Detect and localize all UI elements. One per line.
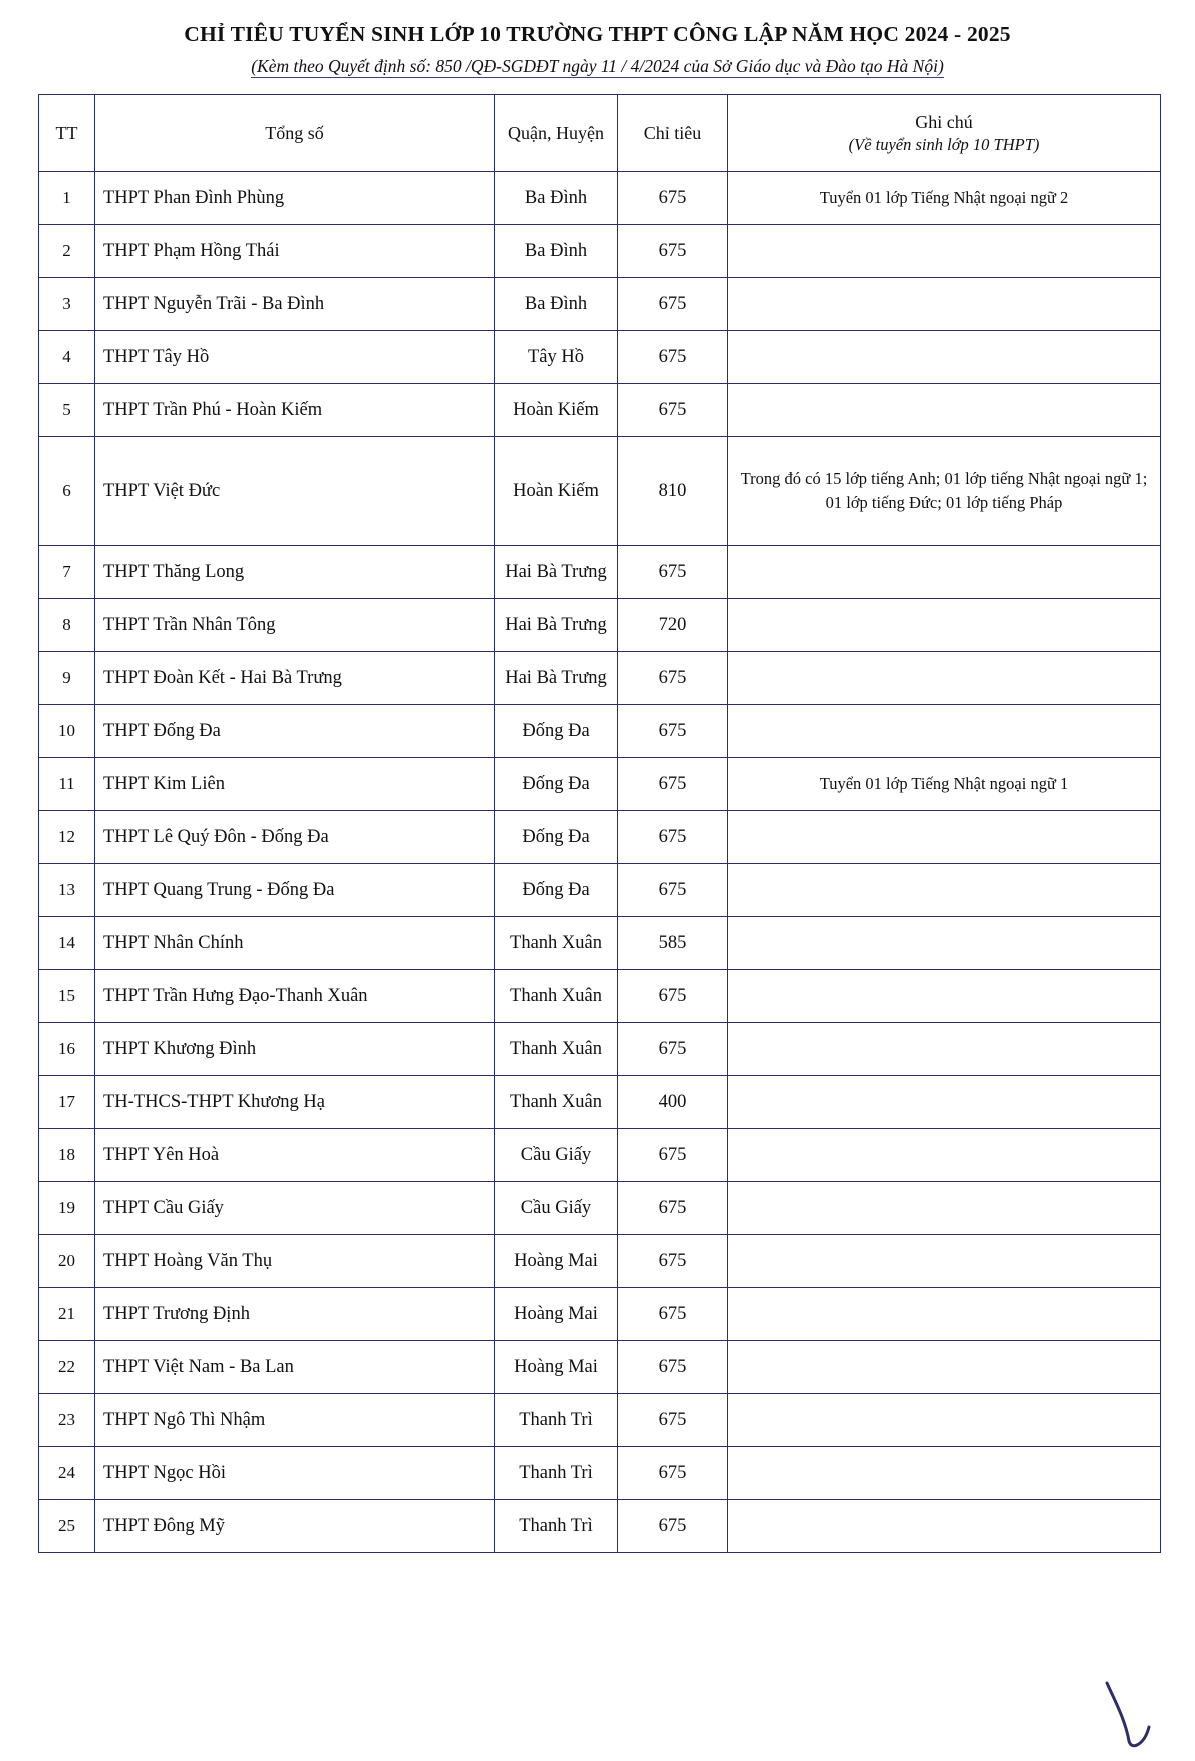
cell-district: Thanh Xuân <box>495 1076 618 1129</box>
table-row <box>39 970 1161 1023</box>
table-row <box>39 384 1161 437</box>
cell-district: Ba Đình <box>495 278 618 331</box>
cell-district: Hoàng Mai <box>495 1341 618 1394</box>
cell-tt: 17 <box>39 1076 95 1129</box>
document-subtitle <box>0 56 1195 77</box>
cell-tt: 15 <box>39 970 95 1023</box>
cell-note <box>728 652 1161 705</box>
cell-tt: 22 <box>39 1341 95 1394</box>
cell-quota: 675 <box>618 1447 728 1500</box>
cell-tt: 1 <box>39 172 95 225</box>
cell-note <box>728 811 1161 864</box>
cell-school-name: THPT Trương Định <box>95 1288 495 1341</box>
cell-school-name: THPT Nguyễn Trãi - Ba Đình <box>95 278 495 331</box>
cell-tt: 11 <box>39 758 95 811</box>
table-row <box>39 917 1161 970</box>
cell-tt: 25 <box>39 1500 95 1553</box>
cell-tt: 21 <box>39 1288 95 1341</box>
cell-district: Hoàng Mai <box>495 1235 618 1288</box>
cell-quota: 810 <box>618 437 728 546</box>
table-row <box>39 1500 1161 1553</box>
cell-quota: 675 <box>618 970 728 1023</box>
table-row <box>39 1447 1161 1500</box>
cell-district: Hai Bà Trưng <box>495 652 618 705</box>
table-row <box>39 546 1161 599</box>
cell-quota: 675 <box>618 384 728 437</box>
table-row <box>39 225 1161 278</box>
table-row <box>39 864 1161 917</box>
cell-district: Cầu Giấy <box>495 1182 618 1235</box>
cell-district: Cầu Giấy <box>495 1129 618 1182</box>
cell-district: Thanh Trì <box>495 1447 618 1500</box>
cell-district: Thanh Trì <box>495 1394 618 1447</box>
cell-district: Hoàn Kiếm <box>495 437 618 546</box>
table-row <box>39 1076 1161 1129</box>
cell-school-name: THPT Kim Liên <box>95 758 495 811</box>
table-row <box>39 1182 1161 1235</box>
table-row <box>39 705 1161 758</box>
column-header-note-sub: (Về tuyển sinh lớp 10 THPT) <box>848 135 1040 155</box>
cell-tt: 19 <box>39 1182 95 1235</box>
table-row <box>39 599 1161 652</box>
column-header-note <box>728 95 1161 172</box>
cell-quota: 675 <box>618 758 728 811</box>
cell-tt: 6 <box>39 437 95 546</box>
cell-district: Ba Đình <box>495 172 618 225</box>
enrollment-quota-table <box>38 94 1161 1553</box>
cell-school-name: THPT Phan Đình Phùng <box>95 172 495 225</box>
cell-school-name: THPT Thăng Long <box>95 546 495 599</box>
cell-tt: 12 <box>39 811 95 864</box>
table-row <box>39 811 1161 864</box>
cell-school-name: THPT Lê Quý Đôn - Đống Đa <box>95 811 495 864</box>
table-row <box>39 1341 1161 1394</box>
cell-school-name: TH-THCS-THPT Khương Hạ <box>95 1076 495 1129</box>
cell-quota: 675 <box>618 1341 728 1394</box>
column-header-tt: TT <box>39 95 95 172</box>
cell-quota: 675 <box>618 1023 728 1076</box>
cell-school-name: THPT Trần Hưng Đạo-Thanh Xuân <box>95 970 495 1023</box>
page-title: CHỈ TIÊU TUYỂN SINH LỚP 10 TRƯỜNG THPT CÔNG LẬP NĂM HỌC 2024 - 2025 <box>184 22 1011 46</box>
cell-tt: 9 <box>39 652 95 705</box>
table-row <box>39 1235 1161 1288</box>
cell-note <box>728 278 1161 331</box>
cell-district: Ba Đình <box>495 225 618 278</box>
column-header-district: Quận, Huyện <box>495 95 618 172</box>
cell-quota: 675 <box>618 1288 728 1341</box>
cell-district: Hai Bà Trưng <box>495 599 618 652</box>
cell-school-name: THPT Ngọc Hồi <box>95 1447 495 1500</box>
cell-quota: 400 <box>618 1076 728 1129</box>
cell-school-name: THPT Đoàn Kết - Hai Bà Trưng <box>95 652 495 705</box>
cell-school-name: THPT Phạm Hồng Thái <box>95 225 495 278</box>
cell-quota: 675 <box>618 1394 728 1447</box>
column-header-quota: Chỉ tiêu <box>618 95 728 172</box>
cell-note <box>728 970 1161 1023</box>
cell-school-name: THPT Đống Đa <box>95 705 495 758</box>
cell-tt: 20 <box>39 1235 95 1288</box>
cell-district: Hoàn Kiếm <box>495 384 618 437</box>
cell-note <box>728 1023 1161 1076</box>
cell-tt: 23 <box>39 1394 95 1447</box>
cell-tt: 14 <box>39 917 95 970</box>
cell-tt: 18 <box>39 1129 95 1182</box>
cell-tt: 5 <box>39 384 95 437</box>
cell-tt: 4 <box>39 331 95 384</box>
cell-school-name: THPT Yên Hoà <box>95 1129 495 1182</box>
table-row <box>39 1023 1161 1076</box>
cell-note: Trong đó có 15 lớp tiếng Anh; 01 lớp tiếng Nhật ngoại ngữ 1; 01 lớp tiếng Đức; 01 lớp tiếng Pháp <box>728 437 1161 546</box>
cell-note: Tuyển 01 lớp Tiếng Nhật ngoại ngữ 2 <box>728 172 1161 225</box>
cell-note <box>728 1076 1161 1129</box>
cell-quota: 675 <box>618 278 728 331</box>
cell-school-name: THPT Việt Đức <box>95 437 495 546</box>
cell-note <box>728 384 1161 437</box>
cell-note <box>728 225 1161 278</box>
cell-note <box>728 1447 1161 1500</box>
table-row <box>39 1129 1161 1182</box>
cell-note <box>728 1129 1161 1182</box>
cell-quota: 585 <box>618 917 728 970</box>
cell-tt: 3 <box>39 278 95 331</box>
cell-quota: 675 <box>618 1129 728 1182</box>
cell-quota: 675 <box>618 811 728 864</box>
cell-school-name: THPT Ngô Thì Nhậm <box>95 1394 495 1447</box>
cell-note <box>728 1288 1161 1341</box>
table-row <box>39 1288 1161 1341</box>
cell-school-name: THPT Cầu Giấy <box>95 1182 495 1235</box>
cell-district: Thanh Xuân <box>495 1023 618 1076</box>
cell-quota: 720 <box>618 599 728 652</box>
cell-quota: 675 <box>618 652 728 705</box>
column-header-name: Tổng số <box>95 95 495 172</box>
cell-quota: 675 <box>618 1182 728 1235</box>
cell-school-name: THPT Trần Nhân Tông <box>95 599 495 652</box>
pen-mark-icon <box>1099 1679 1151 1749</box>
table-header-row <box>39 95 1161 172</box>
table-row <box>39 652 1161 705</box>
cell-district: Thanh Xuân <box>495 917 618 970</box>
cell-tt: 16 <box>39 1023 95 1076</box>
cell-quota: 675 <box>618 864 728 917</box>
cell-district: Đống Đa <box>495 811 618 864</box>
table-body <box>39 172 1161 1553</box>
cell-school-name: THPT Tây Hồ <box>95 331 495 384</box>
cell-tt: 2 <box>39 225 95 278</box>
table-row <box>39 437 1161 546</box>
cell-school-name: THPT Hoàng Văn Thụ <box>95 1235 495 1288</box>
table-row <box>39 758 1161 811</box>
cell-note <box>728 546 1161 599</box>
cell-tt: 8 <box>39 599 95 652</box>
cell-quota: 675 <box>618 546 728 599</box>
cell-district: Đống Đa <box>495 758 618 811</box>
cell-note <box>728 1341 1161 1394</box>
cell-note <box>728 1235 1161 1288</box>
cell-quota: 675 <box>618 705 728 758</box>
column-header-note-main: Ghi chú <box>915 111 973 132</box>
cell-school-name: THPT Đông Mỹ <box>95 1500 495 1553</box>
cell-quota: 675 <box>618 1500 728 1553</box>
cell-note: Tuyển 01 lớp Tiếng Nhật ngoại ngữ 1 <box>728 758 1161 811</box>
cell-quota: 675 <box>618 172 728 225</box>
table-row <box>39 331 1161 384</box>
cell-district: Tây Hồ <box>495 331 618 384</box>
cell-school-name: THPT Việt Nam - Ba Lan <box>95 1341 495 1394</box>
table-row <box>39 1394 1161 1447</box>
table-row <box>39 278 1161 331</box>
cell-note <box>728 599 1161 652</box>
cell-district: Hai Bà Trưng <box>495 546 618 599</box>
table-row <box>39 172 1161 225</box>
cell-district: Đống Đa <box>495 864 618 917</box>
cell-school-name: THPT Khương Đình <box>95 1023 495 1076</box>
cell-district: Thanh Xuân <box>495 970 618 1023</box>
cell-note <box>728 331 1161 384</box>
cell-district: Thanh Trì <box>495 1500 618 1553</box>
cell-tt: 24 <box>39 1447 95 1500</box>
cell-school-name: THPT Nhân Chính <box>95 917 495 970</box>
cell-tt: 13 <box>39 864 95 917</box>
cell-note <box>728 1182 1161 1235</box>
cell-note <box>728 917 1161 970</box>
cell-tt: 10 <box>39 705 95 758</box>
cell-note <box>728 1500 1161 1553</box>
cell-district: Đống Đa <box>495 705 618 758</box>
cell-note <box>728 864 1161 917</box>
cell-quota: 675 <box>618 1235 728 1288</box>
cell-note <box>728 1394 1161 1447</box>
table-header <box>39 95 1161 172</box>
cell-note <box>728 705 1161 758</box>
cell-district: Hoàng Mai <box>495 1288 618 1341</box>
cell-quota: 675 <box>618 331 728 384</box>
cell-school-name: THPT Quang Trung - Đống Đa <box>95 864 495 917</box>
document-subtitle-text: (Kèm theo Quyết định số: 850 /QĐ-SGDĐT ngày 11 / 4/2024 của Sở Giáo dục và Đào tạo Hà Nội) <box>251 56 944 76</box>
cell-tt: 7 <box>39 546 95 599</box>
cell-quota: 675 <box>618 225 728 278</box>
cell-school-name: THPT Trần Phú - Hoàn Kiếm <box>95 384 495 437</box>
